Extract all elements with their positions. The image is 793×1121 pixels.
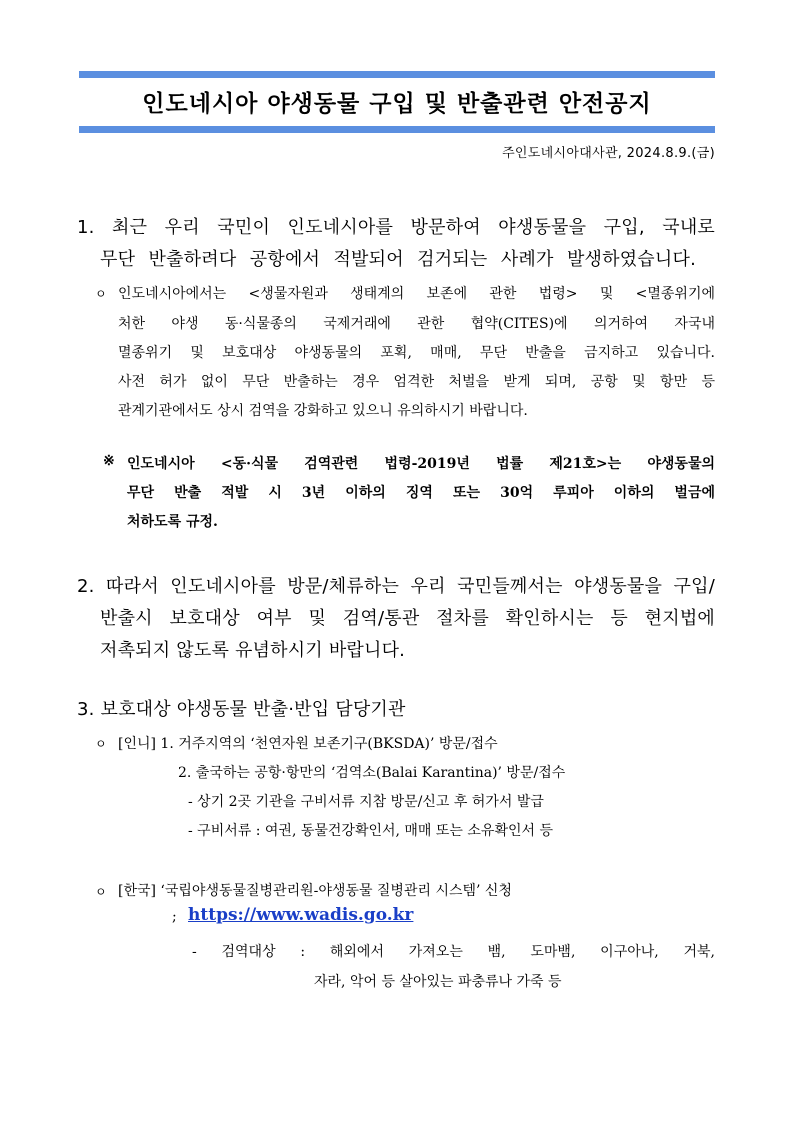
korea-line-4: 자라, 악어 등 살아있는 파충류나 가죽 등 xyxy=(314,974,562,990)
wadis-link[interactable]: https://www.wadis.go.kr xyxy=(188,905,414,925)
note-line-2: 무단 반출 적발 시 3년 이하의 징역 또는 30억 루피아 이하의 벌금에 xyxy=(127,485,715,501)
indonesia-line-4: - 구비서류 : 여권, 동물건강확인서, 매매 또는 소유확인서 등 xyxy=(188,823,553,839)
page-title: 인도네시아 야생동물 구입 및 반출관련 안전공지 xyxy=(142,91,652,117)
section-1-para-line-3: 멸종위기 및 보호대상 야생동물의 포획, 매매, 무단 반출을 금지하고 있습니다. xyxy=(118,345,715,361)
section-2-line-1: 2. 따라서 인도네시아를 방문/체류하는 우리 국민들께서는 야생동물을 구입/ xyxy=(77,576,715,597)
section-2-line-3: 저촉되지 않도록 유념하시기 바랍니다. xyxy=(100,640,406,661)
section-1-line-1: 1. 최근 우리 국민이 인도네시아를 방문하여 야생동물을 구입, 국내로 xyxy=(77,217,715,238)
note-line-3: 처하도록 규정. xyxy=(127,514,218,530)
note-line-1: 인도네시아 <동·식물 검역관련 법령-2019년 법률 제21호>는 야생동물의 xyxy=(127,456,715,472)
section-3-heading: 3. 보호대상 야생동물 반출·반입 담당기관 xyxy=(77,699,406,720)
korea-bullet: ㅇ xyxy=(95,885,107,899)
korea-semicolon: ; xyxy=(172,909,177,925)
section-1-para-line-2: 처한 야생 동·식물종의 국제거래에 관한 협약(CITES)에 의거하여 자국내 xyxy=(118,316,715,332)
indonesia-bullet: ㅇ xyxy=(95,737,107,751)
indonesia-line-2: 2. 출국하는 공항·항만의 ‘검역소(Balai Karantina)’ 방문/접수 xyxy=(178,765,566,781)
indonesia-line-1: [인니] 1. 거주지역의 ‘천연자원 보존기구(BKSDA)’ 방문/접수 xyxy=(118,736,498,752)
note-mark: ※ xyxy=(103,453,115,469)
issue-date: 주인도네시아대사관, 2024.8.9.(금) xyxy=(502,146,715,161)
title-bottom-rule xyxy=(79,126,715,133)
section-1-para-line-1: 인도네시아에서는 <생물자원과 생태계의 보존에 관한 법령> 및 <멸종위기에 xyxy=(118,286,715,302)
title-top-rule xyxy=(79,71,715,78)
korea-line-3: - 검역대상 : 해외에서 가져오는 뱀, 도마뱀, 이구아나, 거북, xyxy=(192,944,715,960)
section-1-para-line-5: 관계기관에서도 상시 검역을 강화하고 있으니 유의하시기 바랍니다. xyxy=(118,403,528,419)
section-1-line-2: 무단 반출하려다 공항에서 적발되어 검거되는 사례가 발생하였습니다. xyxy=(100,249,696,270)
section-1-para-line-4: 사전 허가 없이 무단 반출하는 경우 엄격한 처벌을 받게 되며, 공항 및 항만 등 xyxy=(118,374,715,390)
section-2-line-2: 반출시 보호대상 여부 및 검역/통관 절차를 확인하시는 등 현지법에 xyxy=(100,608,715,629)
section-1-bullet: ㅇ xyxy=(95,287,107,301)
indonesia-line-3: - 상기 2곳 기관을 구비서류 지참 방문/신고 후 허가서 발급 xyxy=(188,794,544,810)
korea-line-1: [한국] ‘국립야생동물질병관리원-야생동물 질병관리 시스템’ 신청 xyxy=(118,883,512,899)
